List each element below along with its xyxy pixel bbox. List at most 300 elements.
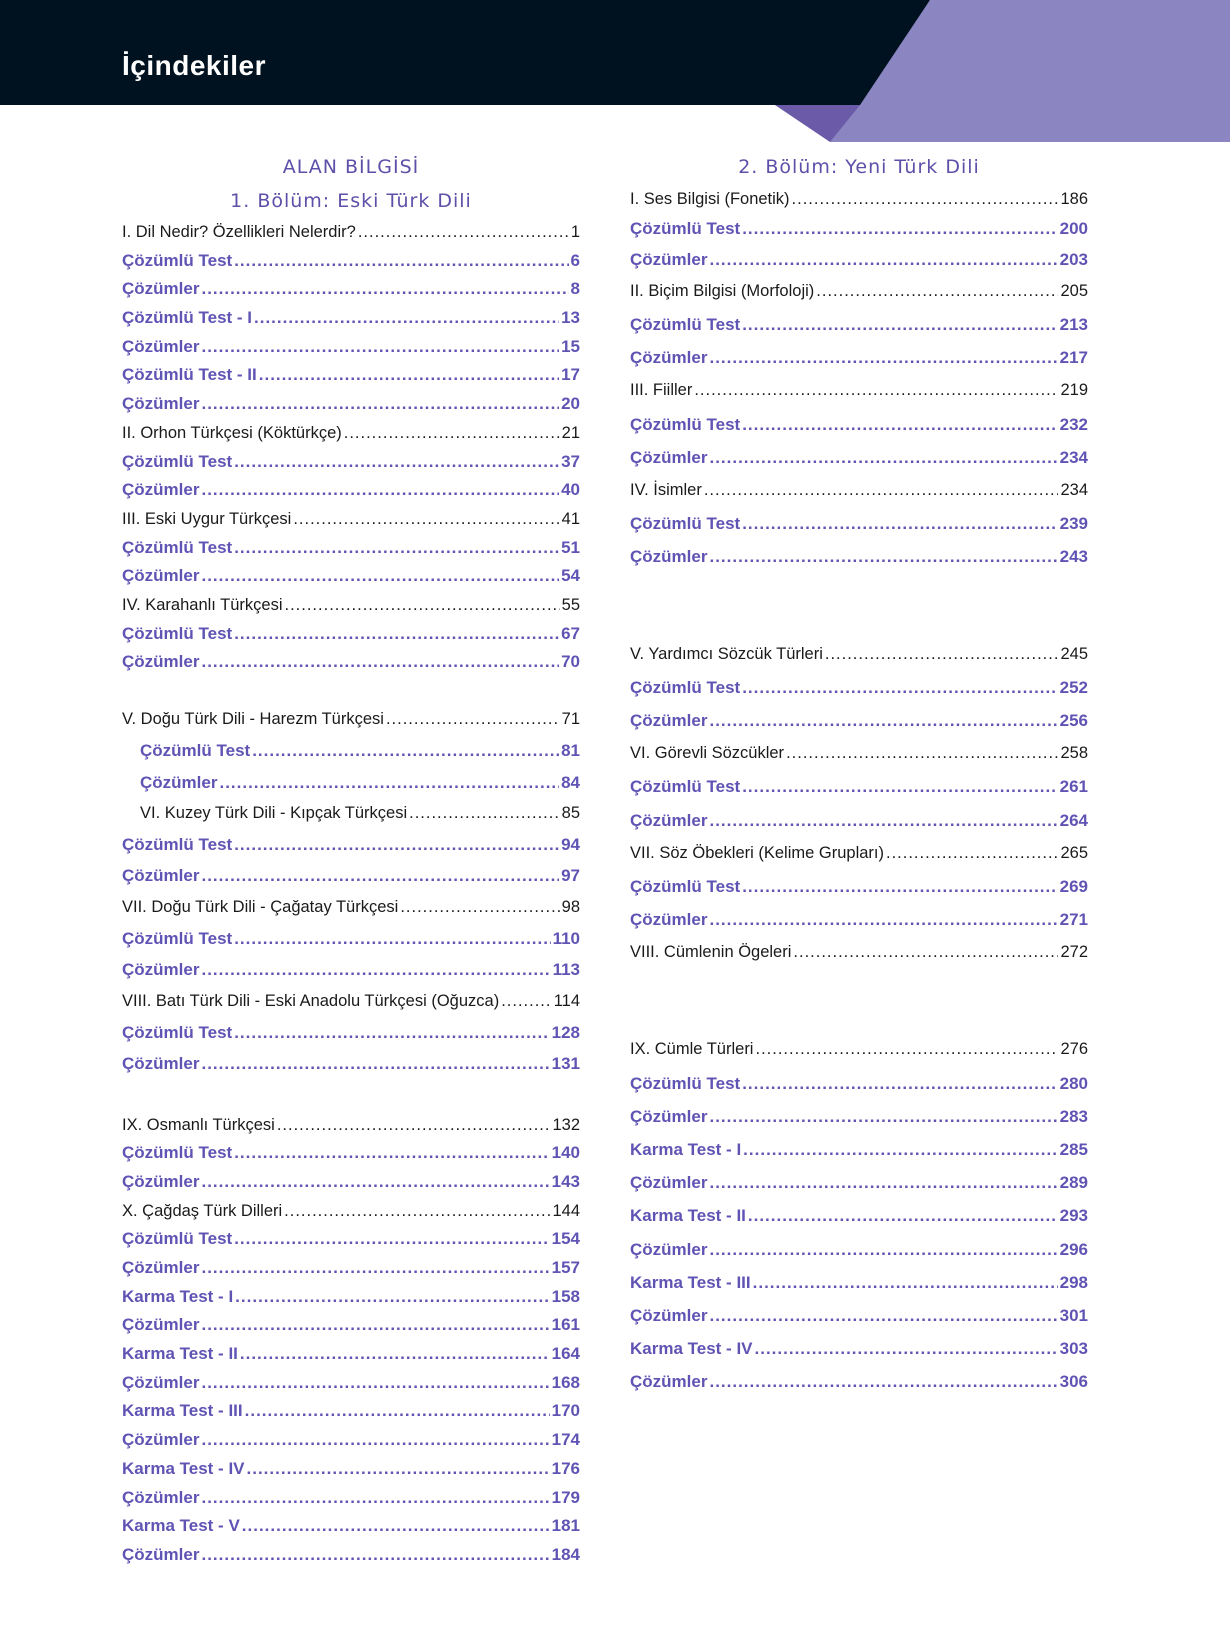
toc-leader-dots bbox=[704, 474, 1059, 507]
toc-entry-label: Çözümler bbox=[122, 1171, 200, 1191]
toc-entry-page: 40 bbox=[561, 480, 580, 500]
toc-entry-page: 301 bbox=[1059, 1305, 1088, 1325]
toc-entry-page: 176 bbox=[551, 1458, 580, 1478]
toc-leader-dots bbox=[293, 505, 559, 534]
toc-entry-label: Çözümler bbox=[630, 547, 708, 567]
toc-leader-dots bbox=[234, 534, 559, 563]
toc-leader-dots bbox=[201, 1048, 549, 1079]
toc-entry[interactable] bbox=[122, 1311, 580, 1340]
toc-leader-dots bbox=[709, 903, 1057, 936]
toc-entry-label: Çözümler bbox=[630, 348, 708, 368]
toc-entry-label: Çözümler bbox=[630, 447, 708, 467]
toc-entry-page: 70 bbox=[561, 652, 580, 672]
toc-entry[interactable] bbox=[122, 829, 580, 860]
toc-entry-page: 298 bbox=[1059, 1272, 1088, 1292]
toc-entry[interactable] bbox=[122, 304, 580, 333]
toc-leader-dots bbox=[201, 476, 559, 505]
toc-leader-dots bbox=[234, 923, 550, 954]
toc-leader-dots bbox=[234, 1017, 549, 1048]
toc-entry-label: Çözümlü Test bbox=[630, 1073, 741, 1093]
toc-entry[interactable] bbox=[122, 534, 580, 563]
toc-leader-dots bbox=[201, 648, 559, 677]
toc-leader-dots bbox=[201, 1168, 549, 1197]
toc-entry-page: 84 bbox=[561, 772, 580, 792]
toc-entry-page: 54 bbox=[561, 566, 580, 586]
toc-leader-dots bbox=[234, 448, 559, 477]
toc-entry[interactable] bbox=[122, 1512, 580, 1541]
toc-leader-dots bbox=[400, 892, 559, 923]
toc-entry[interactable] bbox=[122, 1283, 580, 1312]
toc-entry[interactable] bbox=[122, 1111, 580, 1140]
toc-entry-page: 289 bbox=[1059, 1173, 1088, 1193]
toc-entry[interactable] bbox=[630, 1332, 1088, 1365]
section-gap bbox=[122, 677, 580, 704]
toc-entry-page: 219 bbox=[1060, 381, 1088, 400]
toc-leader-dots bbox=[709, 704, 1057, 737]
toc-entry-label: Çözümlü Test bbox=[630, 876, 741, 896]
toc-entry-label: Çözümlü Test bbox=[122, 451, 233, 471]
toc-entry-label: Karma Test - I bbox=[122, 1286, 234, 1306]
toc-leader-dots bbox=[709, 1299, 1057, 1332]
toc-entry[interactable] bbox=[630, 408, 1088, 441]
toc-entry-page: 154 bbox=[551, 1229, 580, 1249]
toc-entry[interactable] bbox=[630, 638, 1088, 671]
toc-leader-dots bbox=[344, 419, 560, 448]
toc-entry[interactable] bbox=[122, 648, 580, 677]
toc-entry[interactable] bbox=[122, 476, 580, 505]
toc-entry[interactable] bbox=[630, 245, 1088, 275]
toc-entry-label: Çözümler bbox=[122, 394, 200, 414]
toc-entry-page: 179 bbox=[551, 1487, 580, 1507]
toc-leader-dots bbox=[201, 333, 559, 362]
toc-leader-dots bbox=[219, 767, 559, 798]
toc-entry-page: 296 bbox=[1059, 1239, 1088, 1259]
toc-entry[interactable] bbox=[122, 448, 580, 477]
toc-leader-dots bbox=[709, 1233, 1057, 1266]
toc-entry-page: 200 bbox=[1059, 219, 1088, 239]
section-gap bbox=[122, 1080, 580, 1111]
toc-entry-label: Çözümler bbox=[630, 1305, 708, 1325]
toc-entry[interactable] bbox=[122, 591, 580, 620]
toc-entry-label: Çözümler bbox=[122, 279, 200, 299]
toc-entry-label: IX. Cümle Türleri bbox=[630, 1040, 754, 1059]
toc-entry-page: 144 bbox=[552, 1201, 580, 1220]
toc-entry-page: 258 bbox=[1060, 744, 1088, 763]
toc-entry-page: 285 bbox=[1059, 1140, 1088, 1160]
toc-entry[interactable] bbox=[122, 505, 580, 534]
toc-entry-label: Karma Test - III bbox=[630, 1272, 751, 1292]
toc-entry[interactable] bbox=[630, 1133, 1088, 1166]
toc-entry-label: Çözümler bbox=[630, 1106, 708, 1126]
toc-entry-label: Çözümler bbox=[122, 652, 200, 672]
toc-entry-page: 94 bbox=[561, 835, 580, 855]
toc-entry-page: 85 bbox=[561, 803, 580, 822]
toc-leader-dots bbox=[247, 1455, 550, 1484]
toc-entry-page: 272 bbox=[1060, 943, 1088, 962]
toc-leader-dots bbox=[284, 1197, 550, 1226]
toc-entry[interactable] bbox=[122, 247, 580, 276]
toc-entry-page: 283 bbox=[1059, 1106, 1088, 1126]
toc-entry[interactable] bbox=[122, 767, 580, 798]
toc-entry[interactable] bbox=[630, 1299, 1088, 1332]
toc-entry-page: 37 bbox=[561, 451, 580, 471]
toc-entry[interactable] bbox=[122, 275, 580, 304]
toc-entry-label: Karma Test - IV bbox=[630, 1339, 753, 1359]
toc-entry[interactable] bbox=[122, 1426, 580, 1455]
toc-entry-label: Çözümler bbox=[630, 810, 708, 830]
toc-entry-label: Çözümlü Test bbox=[122, 623, 233, 643]
toc-entry-page: 8 bbox=[570, 279, 580, 299]
toc-entry-label: Karma Test - V bbox=[122, 1516, 240, 1536]
toc-leader-dots bbox=[201, 1541, 549, 1570]
toc-entry-page: 217 bbox=[1059, 348, 1088, 368]
toc-entry-label: Çözümlü Test bbox=[122, 1143, 233, 1163]
toc-entry-label: Çözümler bbox=[630, 910, 708, 930]
toc-entry-label: II. Biçim Bilgisi (Morfoloji) bbox=[630, 281, 815, 300]
toc-entry-page: 234 bbox=[1059, 447, 1088, 467]
toc-entry-page: 17 bbox=[561, 365, 580, 385]
toc-entry[interactable] bbox=[630, 341, 1088, 374]
toc-entry-page: 113 bbox=[552, 960, 580, 980]
toc-leader-dots bbox=[793, 936, 1058, 969]
toc-entry-label: Çözümlü Test bbox=[122, 250, 233, 270]
toc-entry[interactable] bbox=[122, 562, 580, 591]
toc-entry-page: 170 bbox=[551, 1401, 580, 1421]
toc-entry[interactable] bbox=[630, 474, 1088, 507]
toc-entry[interactable] bbox=[122, 1225, 580, 1254]
toc-entry-page: 131 bbox=[551, 1054, 580, 1074]
toc-entry-page: 261 bbox=[1059, 777, 1088, 797]
toc-entry[interactable] bbox=[122, 620, 580, 649]
toc-entry[interactable] bbox=[122, 390, 580, 419]
toc-entry[interactable] bbox=[630, 1199, 1088, 1232]
toc-entry-page: 1 bbox=[570, 223, 580, 241]
toc-entry-label: II. Orhon Türkçesi (Köktürkçe) bbox=[122, 423, 342, 442]
toc-leader-dots bbox=[742, 308, 1057, 341]
toc-leader-dots bbox=[252, 735, 559, 766]
toc-leader-dots bbox=[234, 620, 559, 649]
toc-entry[interactable] bbox=[630, 275, 1088, 308]
toc-leader-dots bbox=[277, 1111, 551, 1140]
toc-entry[interactable] bbox=[122, 923, 580, 954]
toc-entry[interactable] bbox=[122, 1484, 580, 1513]
toc-entry-label: Çözümlü Test bbox=[122, 835, 233, 855]
toc-entry-label: Karma Test - II bbox=[630, 1206, 746, 1226]
toc-entry[interactable] bbox=[630, 1166, 1088, 1199]
toc-entry-page: 306 bbox=[1059, 1372, 1088, 1392]
toc-entry-label: VII. Söz Öbekleri (Kelime Grupları) bbox=[630, 843, 884, 862]
toc-leader-dots bbox=[201, 390, 559, 419]
toc-leader-dots bbox=[786, 737, 1058, 770]
toc-leader-dots bbox=[743, 1133, 1057, 1166]
toc-entry-label: Çözümlü Test bbox=[630, 219, 741, 239]
toc-entry-page: 128 bbox=[551, 1022, 580, 1042]
toc-entry[interactable] bbox=[122, 1340, 580, 1369]
toc-entry-page: 71 bbox=[561, 710, 580, 728]
toc-entry-page: 174 bbox=[551, 1430, 580, 1450]
toc-leader-dots bbox=[709, 1365, 1057, 1398]
toc-entry-page: 143 bbox=[551, 1171, 580, 1191]
toc-entry-page: 271 bbox=[1059, 910, 1088, 930]
toc-entry-label: Çözümler bbox=[122, 866, 200, 886]
toc-entry-label: Çözümler bbox=[122, 1430, 200, 1450]
toc-leader-dots bbox=[285, 591, 560, 620]
toc-entry-page: 265 bbox=[1060, 843, 1088, 862]
toc-leader-dots bbox=[709, 441, 1057, 474]
toc-entry-label: Çözümler bbox=[122, 1315, 200, 1335]
toc-entry-label: Çözümler bbox=[122, 1544, 200, 1564]
toc-entry[interactable] bbox=[630, 737, 1088, 770]
toc-entry-label: Karma Test - IV bbox=[122, 1458, 245, 1478]
toc-entry[interactable] bbox=[122, 1168, 580, 1197]
toc-leader-dots bbox=[816, 275, 1058, 308]
toc-leader-dots bbox=[742, 214, 1057, 244]
toc-entry-page: 168 bbox=[551, 1372, 580, 1392]
toc-entry-page: 276 bbox=[1060, 1040, 1088, 1059]
toc-entry[interactable] bbox=[630, 837, 1088, 870]
toc-entry-page: 132 bbox=[552, 1115, 580, 1134]
toc-entry-label: VII. Doğu Türk Dili - Çağatay Türkçesi bbox=[122, 897, 399, 916]
toc-leader-dots bbox=[709, 341, 1057, 374]
toc-entry-label: Çözümler bbox=[122, 960, 200, 980]
toc-leader-dots bbox=[201, 954, 550, 985]
toc-entry[interactable] bbox=[122, 704, 580, 735]
toc-entry[interactable] bbox=[630, 870, 1088, 903]
toc-leader-dots bbox=[386, 704, 560, 735]
toc-leader-dots bbox=[792, 184, 1059, 214]
toc-leader-dots bbox=[201, 562, 559, 591]
toc-entry[interactable] bbox=[122, 361, 580, 390]
toc-leader-dots bbox=[742, 770, 1057, 803]
toc-entry-label: Çözümlü Test - II bbox=[122, 365, 257, 385]
toc-leader-dots bbox=[825, 638, 1059, 671]
toc-entry-label: Çözümler bbox=[122, 1487, 200, 1507]
toc-leader-dots bbox=[234, 829, 559, 860]
toc-left-list bbox=[122, 218, 580, 1570]
toc-entry-label: V. Doğu Türk Dili - Harezm Türkçesi bbox=[122, 710, 384, 728]
toc-entry[interactable] bbox=[630, 374, 1088, 407]
toc-entry[interactable] bbox=[630, 1233, 1088, 1266]
toc-leader-dots bbox=[201, 860, 559, 891]
toc-entry[interactable] bbox=[122, 1139, 580, 1168]
toc-right-column bbox=[630, 150, 1088, 1399]
toc-entry-page: 181 bbox=[551, 1516, 580, 1536]
toc-leader-dots bbox=[245, 1397, 550, 1426]
toc-entry[interactable] bbox=[122, 954, 580, 985]
toc-entry-page: 6 bbox=[570, 250, 580, 270]
toc-entry-page: 15 bbox=[561, 336, 580, 356]
toc-entry[interactable] bbox=[630, 441, 1088, 474]
toc-entry[interactable] bbox=[630, 1100, 1088, 1133]
toc-entry[interactable] bbox=[630, 1067, 1088, 1100]
toc-entry-page: 264 bbox=[1059, 810, 1088, 830]
page-title: İçindekiler bbox=[122, 50, 267, 81]
toc-entry[interactable] bbox=[122, 1455, 580, 1484]
toc-leader-dots bbox=[242, 1512, 550, 1541]
toc-entry[interactable] bbox=[122, 1254, 580, 1283]
toc-leader-dots bbox=[409, 798, 560, 829]
toc-leader-dots bbox=[755, 1033, 1058, 1066]
toc-leader-dots bbox=[742, 408, 1057, 441]
toc-entry-label: Çözümlü Test bbox=[630, 315, 741, 335]
toc-entry-page: 245 bbox=[1060, 644, 1088, 663]
toc-leader-dots bbox=[748, 1199, 1058, 1232]
toc-leader-dots bbox=[201, 1369, 549, 1398]
toc-entry-label: Çözümler bbox=[122, 566, 200, 586]
toc-leader-dots bbox=[709, 540, 1057, 573]
toc-entry-label: I. Ses Bilgisi (Fonetik) bbox=[630, 190, 790, 208]
toc-entry[interactable] bbox=[630, 308, 1088, 341]
toc-entry-page: 21 bbox=[561, 423, 580, 442]
toc-leader-dots bbox=[886, 837, 1058, 870]
toc-entry-page: 98 bbox=[561, 897, 580, 916]
toc-entry-label: I. Dil Nedir? Özellikleri Nelerdir? bbox=[122, 223, 356, 241]
toc-right-list bbox=[630, 184, 1088, 1399]
section-gap bbox=[630, 969, 1088, 1033]
toc-leader-dots bbox=[201, 1426, 549, 1455]
toc-entry-label: Çözümler bbox=[140, 772, 218, 792]
toc-entry[interactable] bbox=[630, 507, 1088, 540]
toc-leader-dots bbox=[709, 1100, 1057, 1133]
toc-leader-dots bbox=[234, 1139, 549, 1168]
toc-entry[interactable] bbox=[630, 184, 1088, 214]
toc-leader-dots bbox=[755, 1332, 1058, 1365]
toc-entry[interactable] bbox=[122, 1369, 580, 1398]
toc-entry[interactable] bbox=[630, 1033, 1088, 1066]
toc-entry[interactable] bbox=[630, 770, 1088, 803]
toc-entry[interactable] bbox=[122, 1397, 580, 1426]
toc-entry-label: Çözümler bbox=[630, 1372, 708, 1392]
toc-entry[interactable] bbox=[630, 903, 1088, 936]
toc-leader-dots bbox=[234, 1225, 549, 1254]
toc-entry-page: 280 bbox=[1059, 1073, 1088, 1093]
section-heading-eski-turk-dili: 1. Bölüm: Eski Türk Dili bbox=[230, 190, 472, 212]
toc-entry-label: Karma Test - I bbox=[630, 1140, 742, 1160]
toc-entry-label: Karma Test - III bbox=[122, 1401, 243, 1421]
toc-entry-page: 269 bbox=[1059, 876, 1088, 896]
toc-entry-page: 243 bbox=[1059, 547, 1088, 567]
toc-entry[interactable] bbox=[122, 986, 580, 1017]
toc-leader-dots bbox=[709, 804, 1057, 837]
toc-entry[interactable] bbox=[630, 214, 1088, 244]
toc-entry[interactable] bbox=[122, 892, 580, 923]
toc-leader-dots bbox=[753, 1266, 1058, 1299]
toc-entry-page: 205 bbox=[1060, 281, 1088, 300]
toc-entry-label: Çözümler bbox=[630, 710, 708, 730]
toc-entry-page: 97 bbox=[561, 866, 580, 886]
toc-entry-page: 20 bbox=[561, 394, 580, 414]
toc-entry[interactable] bbox=[122, 1017, 580, 1048]
toc-entry[interactable] bbox=[630, 704, 1088, 737]
toc-entry-page: 157 bbox=[551, 1258, 580, 1277]
toc-entry[interactable] bbox=[122, 1541, 580, 1570]
toc-entry-label: X. Çağdaş Türk Dilleri bbox=[122, 1201, 283, 1220]
toc-entry-label: Çözümler bbox=[122, 336, 200, 356]
toc-leader-dots bbox=[742, 507, 1057, 540]
toc-entry[interactable] bbox=[630, 1266, 1088, 1299]
toc-leader-dots bbox=[234, 247, 568, 276]
toc-entry-page: 213 bbox=[1059, 315, 1088, 335]
toc-entry[interactable] bbox=[630, 1365, 1088, 1398]
toc-entry-label: Çözümlü Test bbox=[122, 1022, 233, 1042]
toc-entry-label: Karma Test - II bbox=[122, 1344, 238, 1364]
toc-entry-page: 81 bbox=[561, 741, 580, 761]
toc-entry-page: 161 bbox=[551, 1315, 580, 1335]
toc-entry-label: Çözümlü Test - I bbox=[122, 308, 253, 328]
toc-leader-dots bbox=[240, 1340, 550, 1369]
toc-entry-label: Çözümlü Test bbox=[122, 537, 233, 557]
toc-entry-page: 232 bbox=[1059, 414, 1088, 434]
toc-entry[interactable] bbox=[122, 218, 580, 247]
toc-leader-dots bbox=[742, 870, 1057, 903]
toc-entry[interactable] bbox=[122, 1048, 580, 1079]
toc-entry-page: 51 bbox=[561, 537, 580, 557]
section-heading-yeni-turk-dili: 2. Bölüm: Yeni Türk Dili bbox=[738, 156, 980, 178]
toc-entry-label: Çözümlü Test bbox=[122, 929, 233, 949]
toc-entry-label: VI. Kuzey Türk Dili - Kıpçak Türkçesi bbox=[140, 803, 408, 822]
toc-entry[interactable] bbox=[630, 804, 1088, 837]
toc-entry-label: Çözümlü Test bbox=[140, 741, 251, 761]
toc-entry-page: 234 bbox=[1060, 481, 1088, 500]
toc-entry-label: V. Yardımcı Sözcük Türleri bbox=[630, 644, 823, 663]
toc-entry[interactable] bbox=[630, 540, 1088, 573]
toc-entry[interactable] bbox=[630, 936, 1088, 969]
toc-leader-dots bbox=[254, 304, 559, 333]
toc-leader-dots bbox=[742, 1067, 1057, 1100]
toc-entry-label: Çözümlü Test bbox=[630, 514, 741, 534]
toc-entry-label: III. Eski Uygur Türkçesi bbox=[122, 509, 292, 528]
toc-entry[interactable] bbox=[122, 333, 580, 362]
toc-leader-dots bbox=[235, 1283, 549, 1312]
toc-entry-label: VIII. Cümlenin Ögeleri bbox=[630, 943, 792, 962]
toc-entry-label: VI. Görevli Sözcükler bbox=[630, 744, 785, 763]
toc-entry-page: 203 bbox=[1059, 249, 1088, 269]
toc-entry-page: 256 bbox=[1059, 710, 1088, 730]
toc-entry[interactable] bbox=[122, 1197, 580, 1226]
toc-entry-label: Çözümler bbox=[630, 249, 708, 269]
toc-entry-page: 293 bbox=[1059, 1206, 1088, 1226]
toc-entry-label: IV. İsimler bbox=[630, 481, 702, 500]
toc-entry-label: Çözümler bbox=[630, 1173, 708, 1193]
toc-entry-label: VIII. Batı Türk Dili - Eski Anadolu Türkçesi (Oğuzca) bbox=[122, 991, 500, 1010]
toc-left-column bbox=[122, 150, 580, 1570]
section-heading-alan-bilgisi: ALAN BİLGİSİ bbox=[282, 156, 420, 178]
toc-entry[interactable] bbox=[122, 419, 580, 448]
toc-entry-label: Çözümler bbox=[122, 1372, 200, 1392]
toc-entry[interactable] bbox=[122, 735, 580, 766]
toc-leader-dots bbox=[358, 218, 569, 247]
toc-leader-dots bbox=[501, 986, 551, 1017]
toc-entry-page: 186 bbox=[1060, 190, 1088, 208]
toc-leader-dots bbox=[259, 361, 559, 390]
toc-entry-page: 55 bbox=[561, 595, 580, 614]
toc-entry-page: 67 bbox=[561, 623, 580, 643]
toc-entry-page: 110 bbox=[552, 929, 580, 949]
toc-entry-label: Çözümler bbox=[122, 1054, 200, 1074]
toc-entry-page: 184 bbox=[551, 1544, 580, 1564]
toc-entry-page: 239 bbox=[1059, 514, 1088, 534]
toc-leader-dots bbox=[709, 1166, 1057, 1199]
toc-leader-dots bbox=[694, 374, 1058, 407]
toc-entry[interactable] bbox=[630, 671, 1088, 704]
toc-entry[interactable] bbox=[122, 860, 580, 891]
section-gap bbox=[630, 574, 1088, 638]
toc-leader-dots bbox=[201, 1311, 549, 1340]
toc-entry-label: Çözümlü Test bbox=[630, 777, 741, 797]
toc-entry[interactable] bbox=[122, 798, 580, 829]
toc-entry-page: 140 bbox=[551, 1143, 580, 1163]
toc-leader-dots bbox=[201, 1484, 549, 1513]
